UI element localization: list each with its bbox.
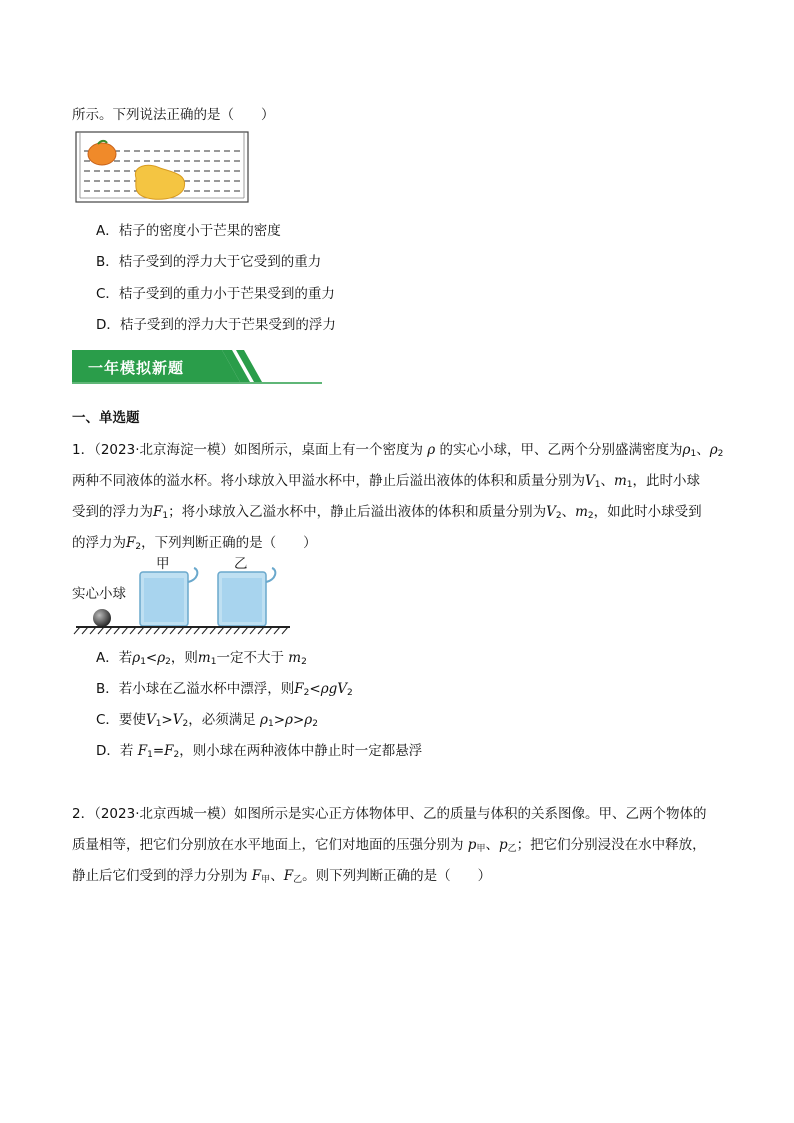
q1-option-d[interactable]: D．若 $F_1=F_2$，则小球在两种液体中静止时一定都悬浮 [96, 743, 423, 760]
q1-line-1: 1．（2023·北京海淀一模）如图所示，桌面上有一个密度为 ρ 的实心小球，甲、乙两个分别盛满密度为$\rho_1$、$\rho_2$ [72, 442, 724, 459]
q2-line-3: 静止后它们受到的浮力分别为 $F_甲$、$F_乙$。则下列判断正确的是（ ） [72, 868, 492, 885]
q1-option-c[interactable]: C．要使$V_1>V_2$，必须满足 $\rho_1>\rho>\rho_2$ [96, 712, 318, 729]
table-surface [74, 627, 290, 634]
cup-jia [140, 568, 197, 626]
q0-option-d[interactable]: D．桔子受到的浮力大于芒果受到的浮力 [96, 317, 336, 333]
overflow-cups-figure [68, 552, 298, 642]
q0-option-c[interactable]: C．桔子受到的重力小于芒果受到的重力 [96, 286, 335, 302]
q0-option-a[interactable]: A．桔子的密度小于芒果的密度 [96, 223, 281, 239]
banner-title: 一年模拟新题 [88, 359, 185, 377]
cups-drawing [68, 552, 298, 642]
q1-line-4: 的浮力为$F_2$，下列判断正确的是（ ） [72, 535, 317, 552]
cup-yi [218, 568, 275, 626]
intro-text: 所示。下列说法正确的是（ ） [72, 107, 275, 123]
ball-label: 实心小球 [72, 586, 126, 602]
solid-ball [93, 609, 111, 627]
q1-option-a[interactable]: A．若$\rho_1<\rho_2$，则$m_1$一定不大于 $m_2$ [96, 650, 307, 667]
q2-line-1: 2．（2023·北京西城一模）如图所示是实心正方体物体甲、乙的质量与体积的关系图像。甲、乙两个物体的 [72, 806, 707, 822]
q1-line-3: 受到的浮力为$F_1$；将小球放入乙溢水杯中，静止后溢出液体的体积和质量分别为$V_2$、$m_2$，如此时小球受到 [72, 504, 702, 521]
section-title: 一、单选题 [72, 410, 140, 426]
q2-line-2: 质量相等，把它们分别放在水平地面上，它们对地面的压强分别为 $p_甲$、$p_乙$；把它们分别浸没在水中释放， [72, 837, 706, 854]
q0-option-b[interactable]: B．桔子受到的浮力大于它受到的重力 [96, 254, 322, 270]
q1-line-2: 两种不同液体的溢水杯。将小球放入甲溢水杯中，静止后溢出液体的体积和质量分别为$V_1$、$m_1$，此时小球 [72, 473, 701, 490]
cup-label-jia: 甲 [156, 556, 170, 572]
cup-label-yi: 乙 [234, 556, 248, 572]
q1-option-b[interactable]: B．若小球在乙溢水杯中漂浮，则$F_2<\rho gV_2$ [96, 681, 353, 698]
section-banner [72, 350, 322, 384]
fruit-tank-figure [74, 128, 252, 204]
